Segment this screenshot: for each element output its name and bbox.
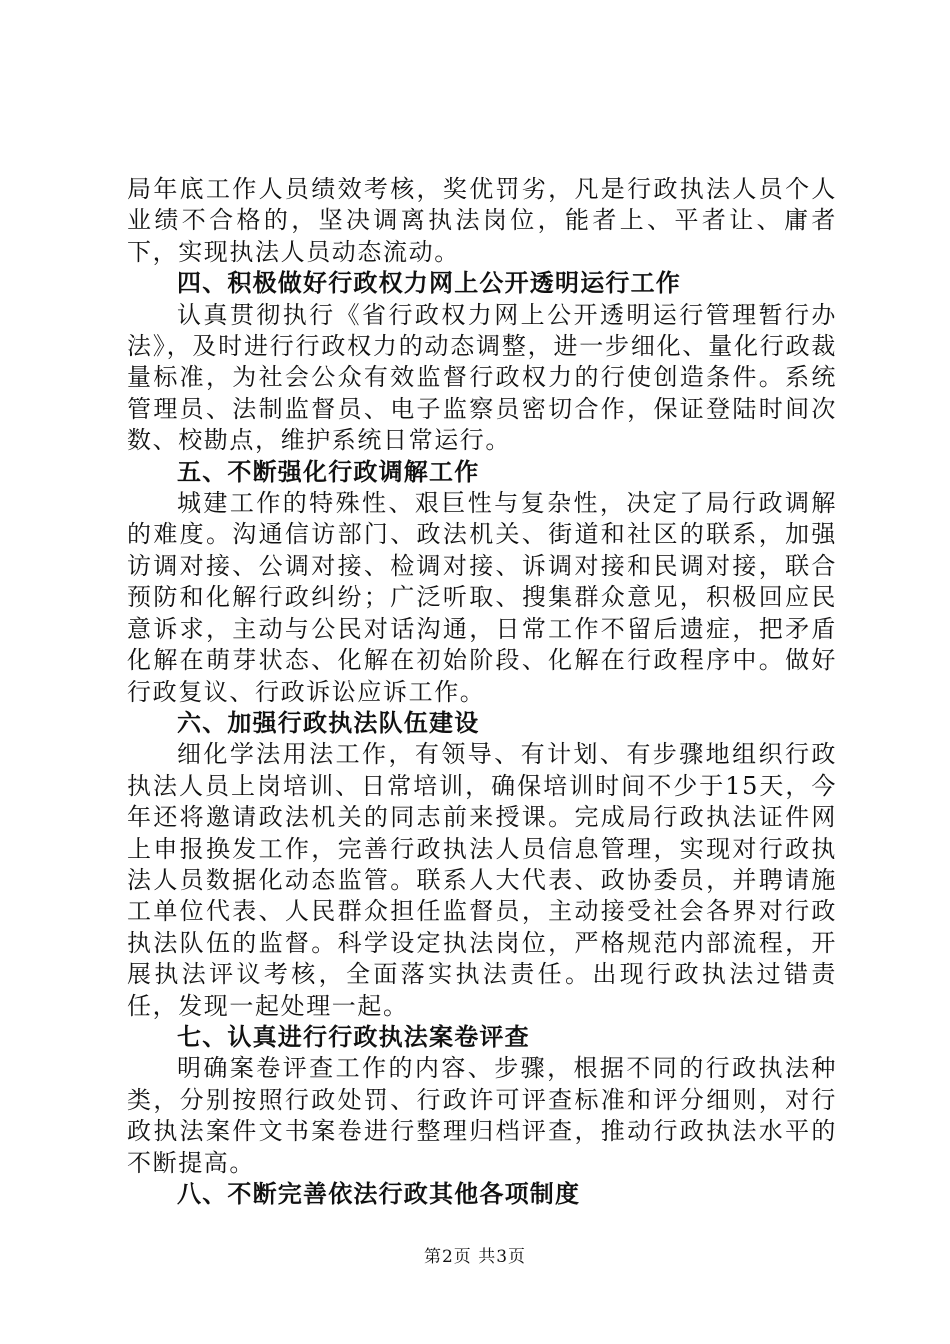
section-heading-4: 四、积极做好行政权力网上公开透明运行工作 <box>177 269 681 298</box>
paragraph-continued: 局年底工作人员绩效考核，奖优罚劣，凡是行政执法人员个人业绩不合格的，坚决调离执法岗位，能者上、平者让、庸者下，实现执法人员动态流动。 <box>127 175 837 266</box>
section-heading-5: 五、不断强化行政调解工作 <box>177 457 480 486</box>
document-body <box>127 174 837 1210</box>
page-footer <box>0 1242 950 1267</box>
section-heading-8: 八、不断完善依法行政其他各项制度 <box>177 1180 581 1208</box>
paragraph-section-4: 认真贯彻执行《省行政权力网上公开透明运行管理暂行办法》，及时进行行政权力的动态调整，进一步细化、量化行政裁量标准，为社会公众有效监督行政权力的行使创造条件。系统管理员、法制监督员、电子监察员密切合作，保证登陆时间次数、校勘点，维护系统日常运行。 <box>127 300 837 455</box>
paragraph-section-5: 城建工作的特殊性、艰巨性与复杂性，决定了局行政调解的难度。沟通信访部门、政法机关、街道和社区的联系，加强访调对接、公调对接、检调对接、诉调对接和民调对接，联合预防和化解行政纠纷；广泛听取、搜集群众意见，积极回应民意诉求，主动与公民对话沟通，日常工作不留后遗症，把矛盾化解在萌芽状态、化解在初始阶段、化解在行政程序中。做好行政复议、行政诉讼应诉工作。 <box>127 489 837 706</box>
paragraph-section-6: 细化学法用法工作，有领导、有计划、有步骤地组织行政执法人员上岗培训、日常培训，确保培训时间不少于15天，今年还将邀请政法机关的同志前来授课。完成局行政执法证件网上申报换发工作，完善行政执法人员信息管理，实现对行政执法人员数据化动态监管。联系人大代表、政协委员，并聘请施工单位代表、人民群众担任监督员，主动接受社会各界对行政执法队伍的监督。科学设定执法岗位，严格规范内部流程，开展执法评议考核，全面落实执法责任。出现行政执法过错责任，发现一起处理一起。 <box>127 740 837 1020</box>
section-heading-6: 六、加强行政执法队伍建设 <box>177 708 480 737</box>
page-number-label: 第2页 共3页 <box>423 1247 527 1267</box>
paragraph-section-7: 明确案卷评查工作的内容、步骤，根据不同的行政执法种类，分别按照行政处罚、行政许可评查标准和评分细则，对行政执法案件文书案卷进行整理归档评查，推动行政执法水平的不断提高。 <box>127 1054 837 1177</box>
section-heading-7: 七、认真进行行政执法案卷评查 <box>177 1022 530 1051</box>
